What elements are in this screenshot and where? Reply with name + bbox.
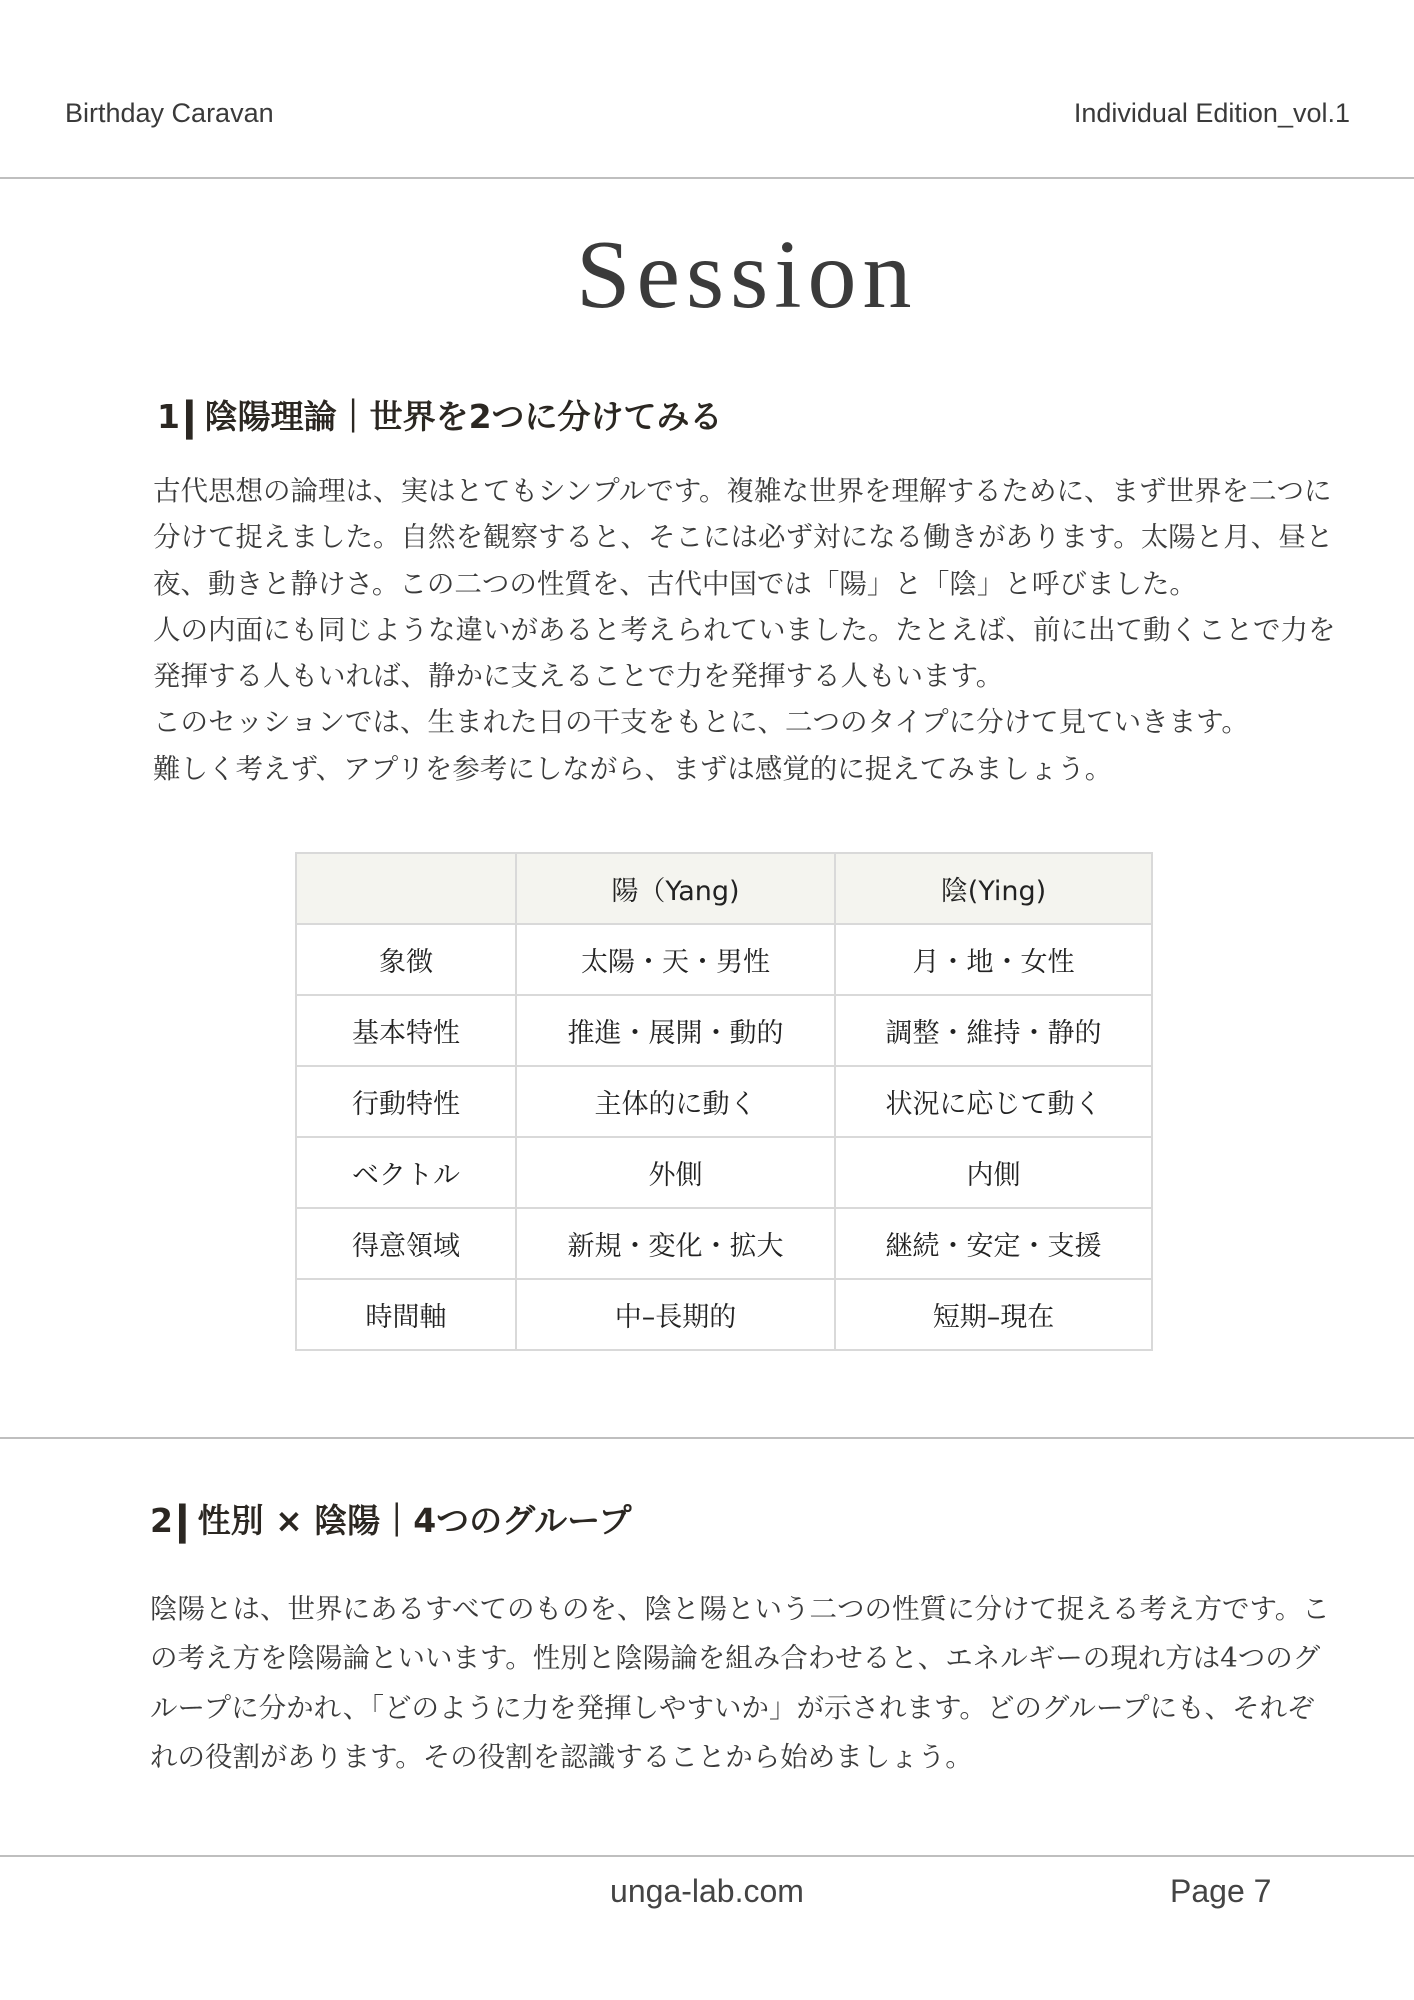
section-number: 1 <box>157 397 180 436</box>
paragraph-line: 夜、動きと静けさ。この二つの性質を、古代中国では「陽」と「陰」と呼びました。 <box>153 567 1197 600</box>
cell-yin: 内側 <box>835 1137 1152 1208</box>
section-2-heading <box>150 1499 632 1543</box>
table-row <box>296 1279 1152 1350</box>
table-row <box>296 1066 1152 1137</box>
paragraph-line: 古代思想の論理は、実はとてもシンプルです。複雑な世界を理解するために、まず世界を二つに <box>153 475 1332 507</box>
cell-yin: 状況に応じて動く <box>835 1066 1152 1137</box>
row-label: 得意領域 <box>296 1208 516 1279</box>
row-label: 時間軸 <box>296 1279 516 1350</box>
cell-yang: 外側 <box>516 1137 835 1208</box>
footer-site-url: unga-lab.com <box>610 1873 804 1909</box>
table-row <box>296 1137 1152 1208</box>
cell-yin: 継続・安定・支援 <box>835 1208 1152 1279</box>
footer-divider <box>0 1855 1414 1857</box>
table-row <box>296 995 1152 1066</box>
section-divider <box>0 1437 1414 1439</box>
row-label: 基本特性 <box>296 995 516 1066</box>
header-divider <box>0 177 1414 179</box>
paragraph-line: このセッションでは、生まれた日の干支をもとに、二つのタイプに分けて見ていきます。 <box>153 706 1249 739</box>
section-1-heading <box>157 395 723 439</box>
column-header-yang: 陽（Yang) <box>516 853 835 924</box>
cell-yang: 太陽・天・男性 <box>516 924 835 995</box>
cell-yin: 調整・維持・静的 <box>835 995 1152 1066</box>
paragraph-line: れの役割があります。その役割を認識することから始めましょう。 <box>150 1740 973 1773</box>
paragraph-line: 人の内面にも同じような違いがあると考えられていました。たとえば、前に出て動くことで力を <box>153 613 1336 646</box>
paragraph-line: 分けて捉えました。自然を観察すると、そこには必ず対になる働きがあります。太陽と月、昼と <box>153 521 1334 554</box>
section-title: 性別 × 陰陽｜4つのグループ <box>197 1501 632 1540</box>
paragraph-line: 陰陽とは、世界にあるすべてのものを、陰と陽という二つの性質に分けて捉える考え方です。こ <box>150 1593 1330 1625</box>
section-separator: | <box>171 1498 194 1544</box>
paragraph-line: 難しく考えず、アプリを参考にしながら、まずは感覚的に捉えてみましょう。 <box>153 752 1113 785</box>
cell-yang: 新規・変化・拡大 <box>516 1208 835 1279</box>
page-title: Session <box>576 221 918 329</box>
section-title: 陰陽理論｜世界を2つに分けてみる <box>204 397 723 436</box>
table-corner-cell <box>296 853 516 924</box>
cell-yin: 月・地・女性 <box>835 924 1152 995</box>
cell-yang: 中–長期的 <box>516 1279 835 1350</box>
table-header-row <box>296 853 1152 924</box>
booklet-title: Birthday Caravan <box>65 98 274 128</box>
cell-yang: 推進・展開・動的 <box>516 995 835 1066</box>
section-number: 2 <box>150 1501 173 1540</box>
row-label: 行動特性 <box>296 1066 516 1137</box>
cell-yang: 主体的に動く <box>516 1066 835 1137</box>
page-number: Page 7 <box>1170 1873 1272 1909</box>
row-label: 象徴 <box>296 924 516 995</box>
paragraph-line: の考え方を陰陽論といいます。性別と陰陽論を組み合わせると、エネルギーの現れ方は4つのグ <box>150 1642 1321 1675</box>
table-row <box>296 1208 1152 1279</box>
section-1-body <box>153 468 1353 793</box>
yin-yang-table <box>295 852 1153 1351</box>
paragraph-line: 発揮する人もいれば、静かに支えることで力を発揮する人もいます。 <box>153 660 1004 693</box>
column-header-yin: 陰(Ying) <box>835 853 1152 924</box>
section-separator: | <box>178 394 201 440</box>
table-row <box>296 924 1152 995</box>
edition-label: Individual Edition_vol.1 <box>1073 98 1350 128</box>
paragraph-line: ループに分かれ、「どのように力を発揮しやすいか」が示されます。どのグループにも、それぞ <box>150 1691 1315 1724</box>
row-label: ベクトル <box>296 1137 516 1208</box>
cell-yin: 短期–現在 <box>835 1279 1152 1350</box>
section-2-body <box>150 1585 1350 1783</box>
